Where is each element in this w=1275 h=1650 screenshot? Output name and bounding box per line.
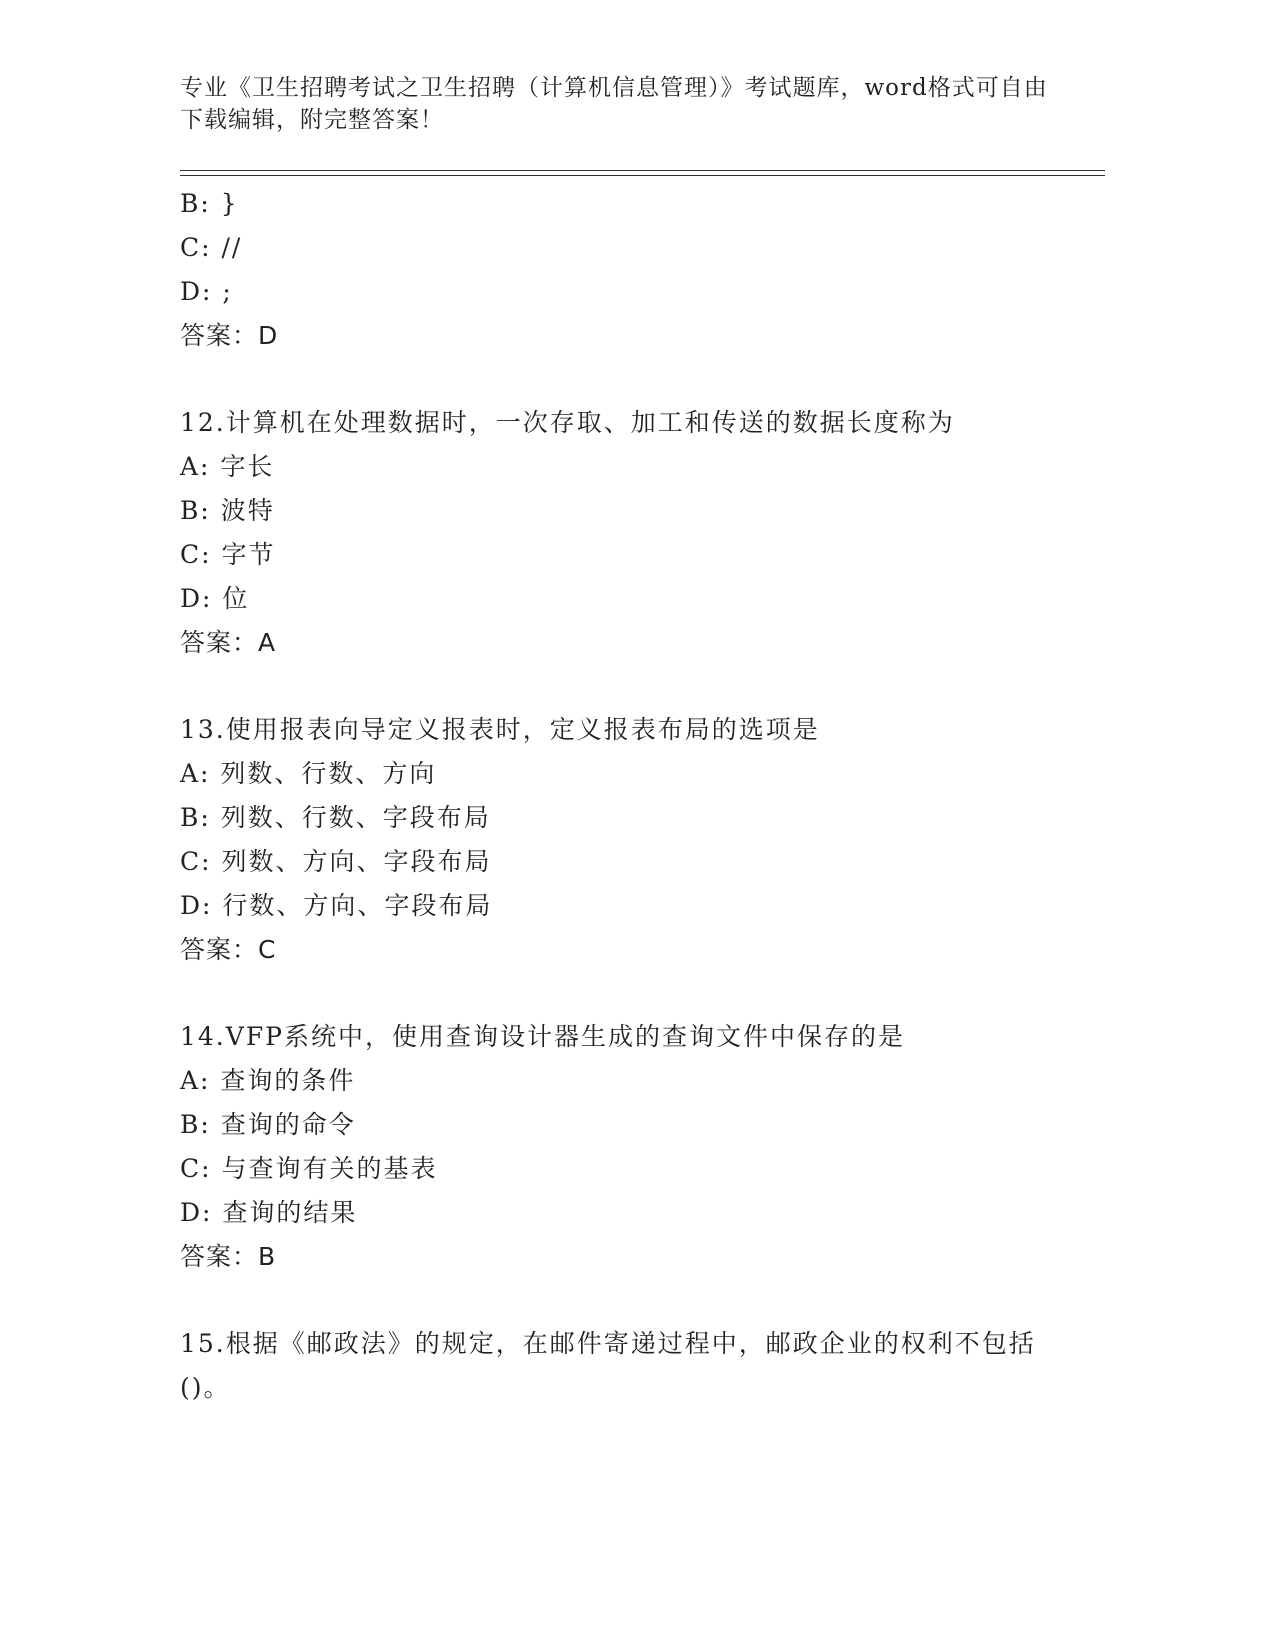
option-a: A: 查询的条件 bbox=[180, 1066, 356, 1095]
question-text: 15.根据《邮政法》的规定，在邮件寄递过程中，邮政企业的权利不包括()。 bbox=[180, 1329, 1036, 1402]
spacer bbox=[180, 972, 1105, 1015]
option-a: A: 列数、行数、方向 bbox=[180, 759, 437, 788]
question-block-12 bbox=[180, 401, 1105, 665]
answer-line: 答案：D bbox=[180, 321, 279, 350]
answer-line: 答案：A bbox=[180, 628, 277, 657]
header-divider-bottom bbox=[180, 175, 1105, 176]
header-divider-top bbox=[180, 170, 1105, 171]
question-text: 12.计算机在处理数据时，一次存取、加工和传送的数据长度称为 bbox=[180, 408, 955, 437]
option-b: B: } bbox=[180, 189, 239, 218]
option-c: C: // bbox=[180, 233, 243, 262]
option-b: B: 列数、行数、字段布局 bbox=[180, 803, 491, 832]
question-text: 14.VFP系统中，使用查询设计器生成的查询文件中保存的是 bbox=[180, 1022, 905, 1051]
option-b: B: 波特 bbox=[180, 496, 275, 525]
option-d: D: 位 bbox=[180, 584, 250, 613]
spacer bbox=[180, 1279, 1105, 1322]
question-list bbox=[180, 182, 1105, 1410]
option-c: C: 字节 bbox=[180, 540, 276, 569]
question-block-14 bbox=[180, 1015, 1105, 1279]
question-text: 13.使用报表向导定义报表时，定义报表布局的选项是 bbox=[180, 715, 820, 744]
spacer bbox=[180, 665, 1105, 708]
option-d: D: ; bbox=[180, 277, 233, 306]
option-c: C: 列数、方向、字段布局 bbox=[180, 847, 492, 876]
document-header: 专业《卫生招聘考试之卫生招聘（计算机信息管理）》考试题库，word格式可自由下载编辑，附完整答案！ bbox=[180, 75, 1048, 133]
question-block-15 bbox=[180, 1322, 1105, 1410]
option-d: D: 查询的结果 bbox=[180, 1198, 358, 1227]
question-block-11 bbox=[180, 182, 1105, 358]
answer-line: 答案：C bbox=[180, 935, 277, 964]
option-c: C: 与查询有关的基表 bbox=[180, 1154, 438, 1183]
answer-line: 答案：B bbox=[180, 1242, 277, 1271]
option-d: D: 行数、方向、字段布局 bbox=[180, 891, 493, 920]
option-a: A: 字长 bbox=[180, 452, 275, 481]
option-b: B: 查询的命令 bbox=[180, 1110, 356, 1139]
question-block-13 bbox=[180, 708, 1105, 972]
spacer bbox=[180, 358, 1105, 401]
